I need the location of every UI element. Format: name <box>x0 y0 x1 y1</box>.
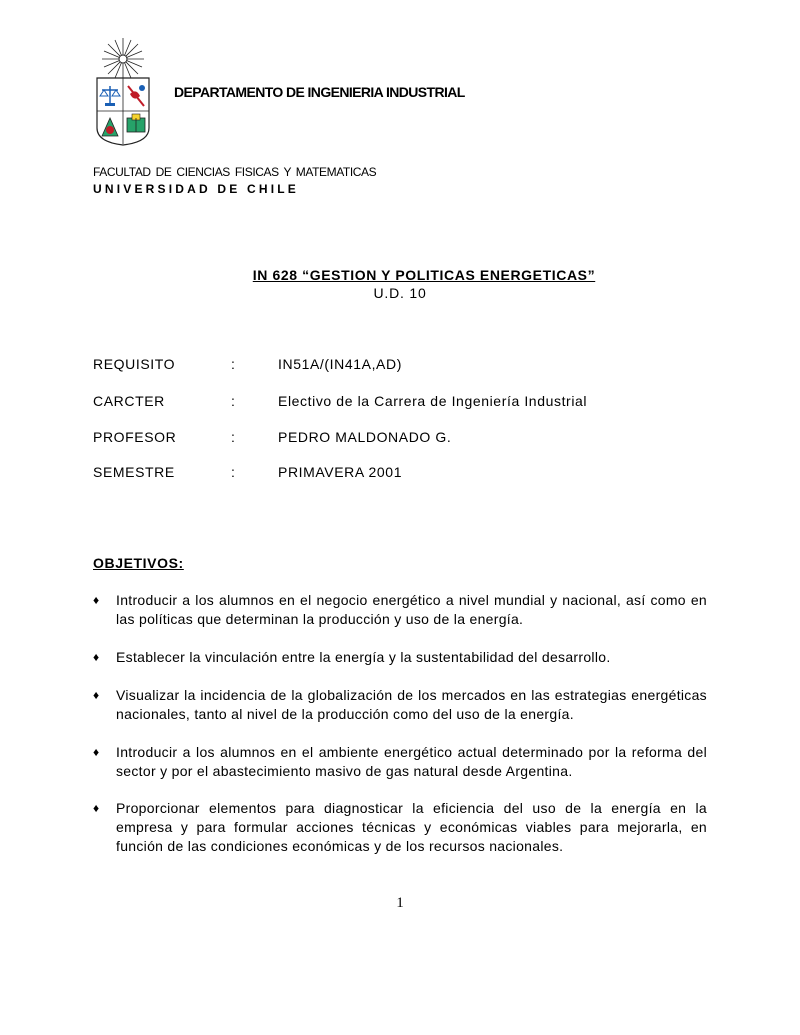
diamond-bullet-icon: ♦ <box>93 801 100 815</box>
objectives-heading: OBJETIVOS: <box>93 555 184 571</box>
info-value: Electivo de la Carrera de Ingeniería Industrial <box>278 393 588 409</box>
objective-text: Introducir a los alumnos en el ambiente energético actual determinado por la reforma del sector y por el abastecimiento masivo de gas natural desde Argentina. <box>116 744 707 779</box>
info-label: SEMESTRE <box>93 464 175 480</box>
list-item <box>93 648 707 667</box>
list-item <box>93 686 707 724</box>
info-value: IN51A/(IN41A,AD) <box>278 356 402 372</box>
diamond-bullet-icon: ♦ <box>93 650 100 664</box>
course-unit: U.D. 10 <box>373 285 427 301</box>
list-item <box>93 743 707 781</box>
info-value: PEDRO MALDONADO G. <box>278 429 452 445</box>
university-name: UNIVERSIDAD DE CHILE <box>93 182 300 196</box>
page-number: 1 <box>396 895 404 911</box>
info-separator: : <box>231 429 236 445</box>
faculty-name: FACULTAD DE CIENCIAS FISICAS Y MATEMATICAS <box>93 165 377 179</box>
university-crest-logo <box>94 38 152 146</box>
department-name: DEPARTAMENTO DE INGENIERIA INDUSTRIAL <box>174 84 465 100</box>
objective-text: Proporcionar elementos para diagnosticar la eficiencia del uso de la energía en la empresa y para formular acciones técnicas y económicas viables para mejorarla, en función de las condiciones económicas y de los recursos nacionales. <box>116 800 707 854</box>
objective-text: Introducir a los alumnos en el negocio energético a nivel mundial y nacional, así como en las políticas que determinan la producción y uso de la energía. <box>116 592 707 627</box>
diamond-bullet-icon: ♦ <box>93 688 100 702</box>
objective-text: Establecer la vinculación entre la energía y la sustentabilidad del desarrollo. <box>116 649 611 665</box>
list-item <box>93 799 707 856</box>
info-label: PROFESOR <box>93 429 177 445</box>
info-separator: : <box>231 464 236 480</box>
diamond-bullet-icon: ♦ <box>93 593 100 607</box>
info-separator: : <box>231 393 236 409</box>
info-label: CARCTER <box>93 393 165 409</box>
objective-text: Visualizar la incidencia de la globalización de los mercados en las estrategias energéticas nacionales, tanto al nivel de la producción como del uso de la energía. <box>116 687 707 722</box>
info-separator: : <box>231 356 236 372</box>
course-title: IN 628 “GESTION Y POLITICAS ENERGETICAS” <box>252 267 596 283</box>
info-value: PRIMAVERA 2001 <box>278 464 403 480</box>
diamond-bullet-icon: ♦ <box>93 745 100 759</box>
list-item <box>93 591 707 629</box>
info-label: REQUISITO <box>93 356 176 372</box>
